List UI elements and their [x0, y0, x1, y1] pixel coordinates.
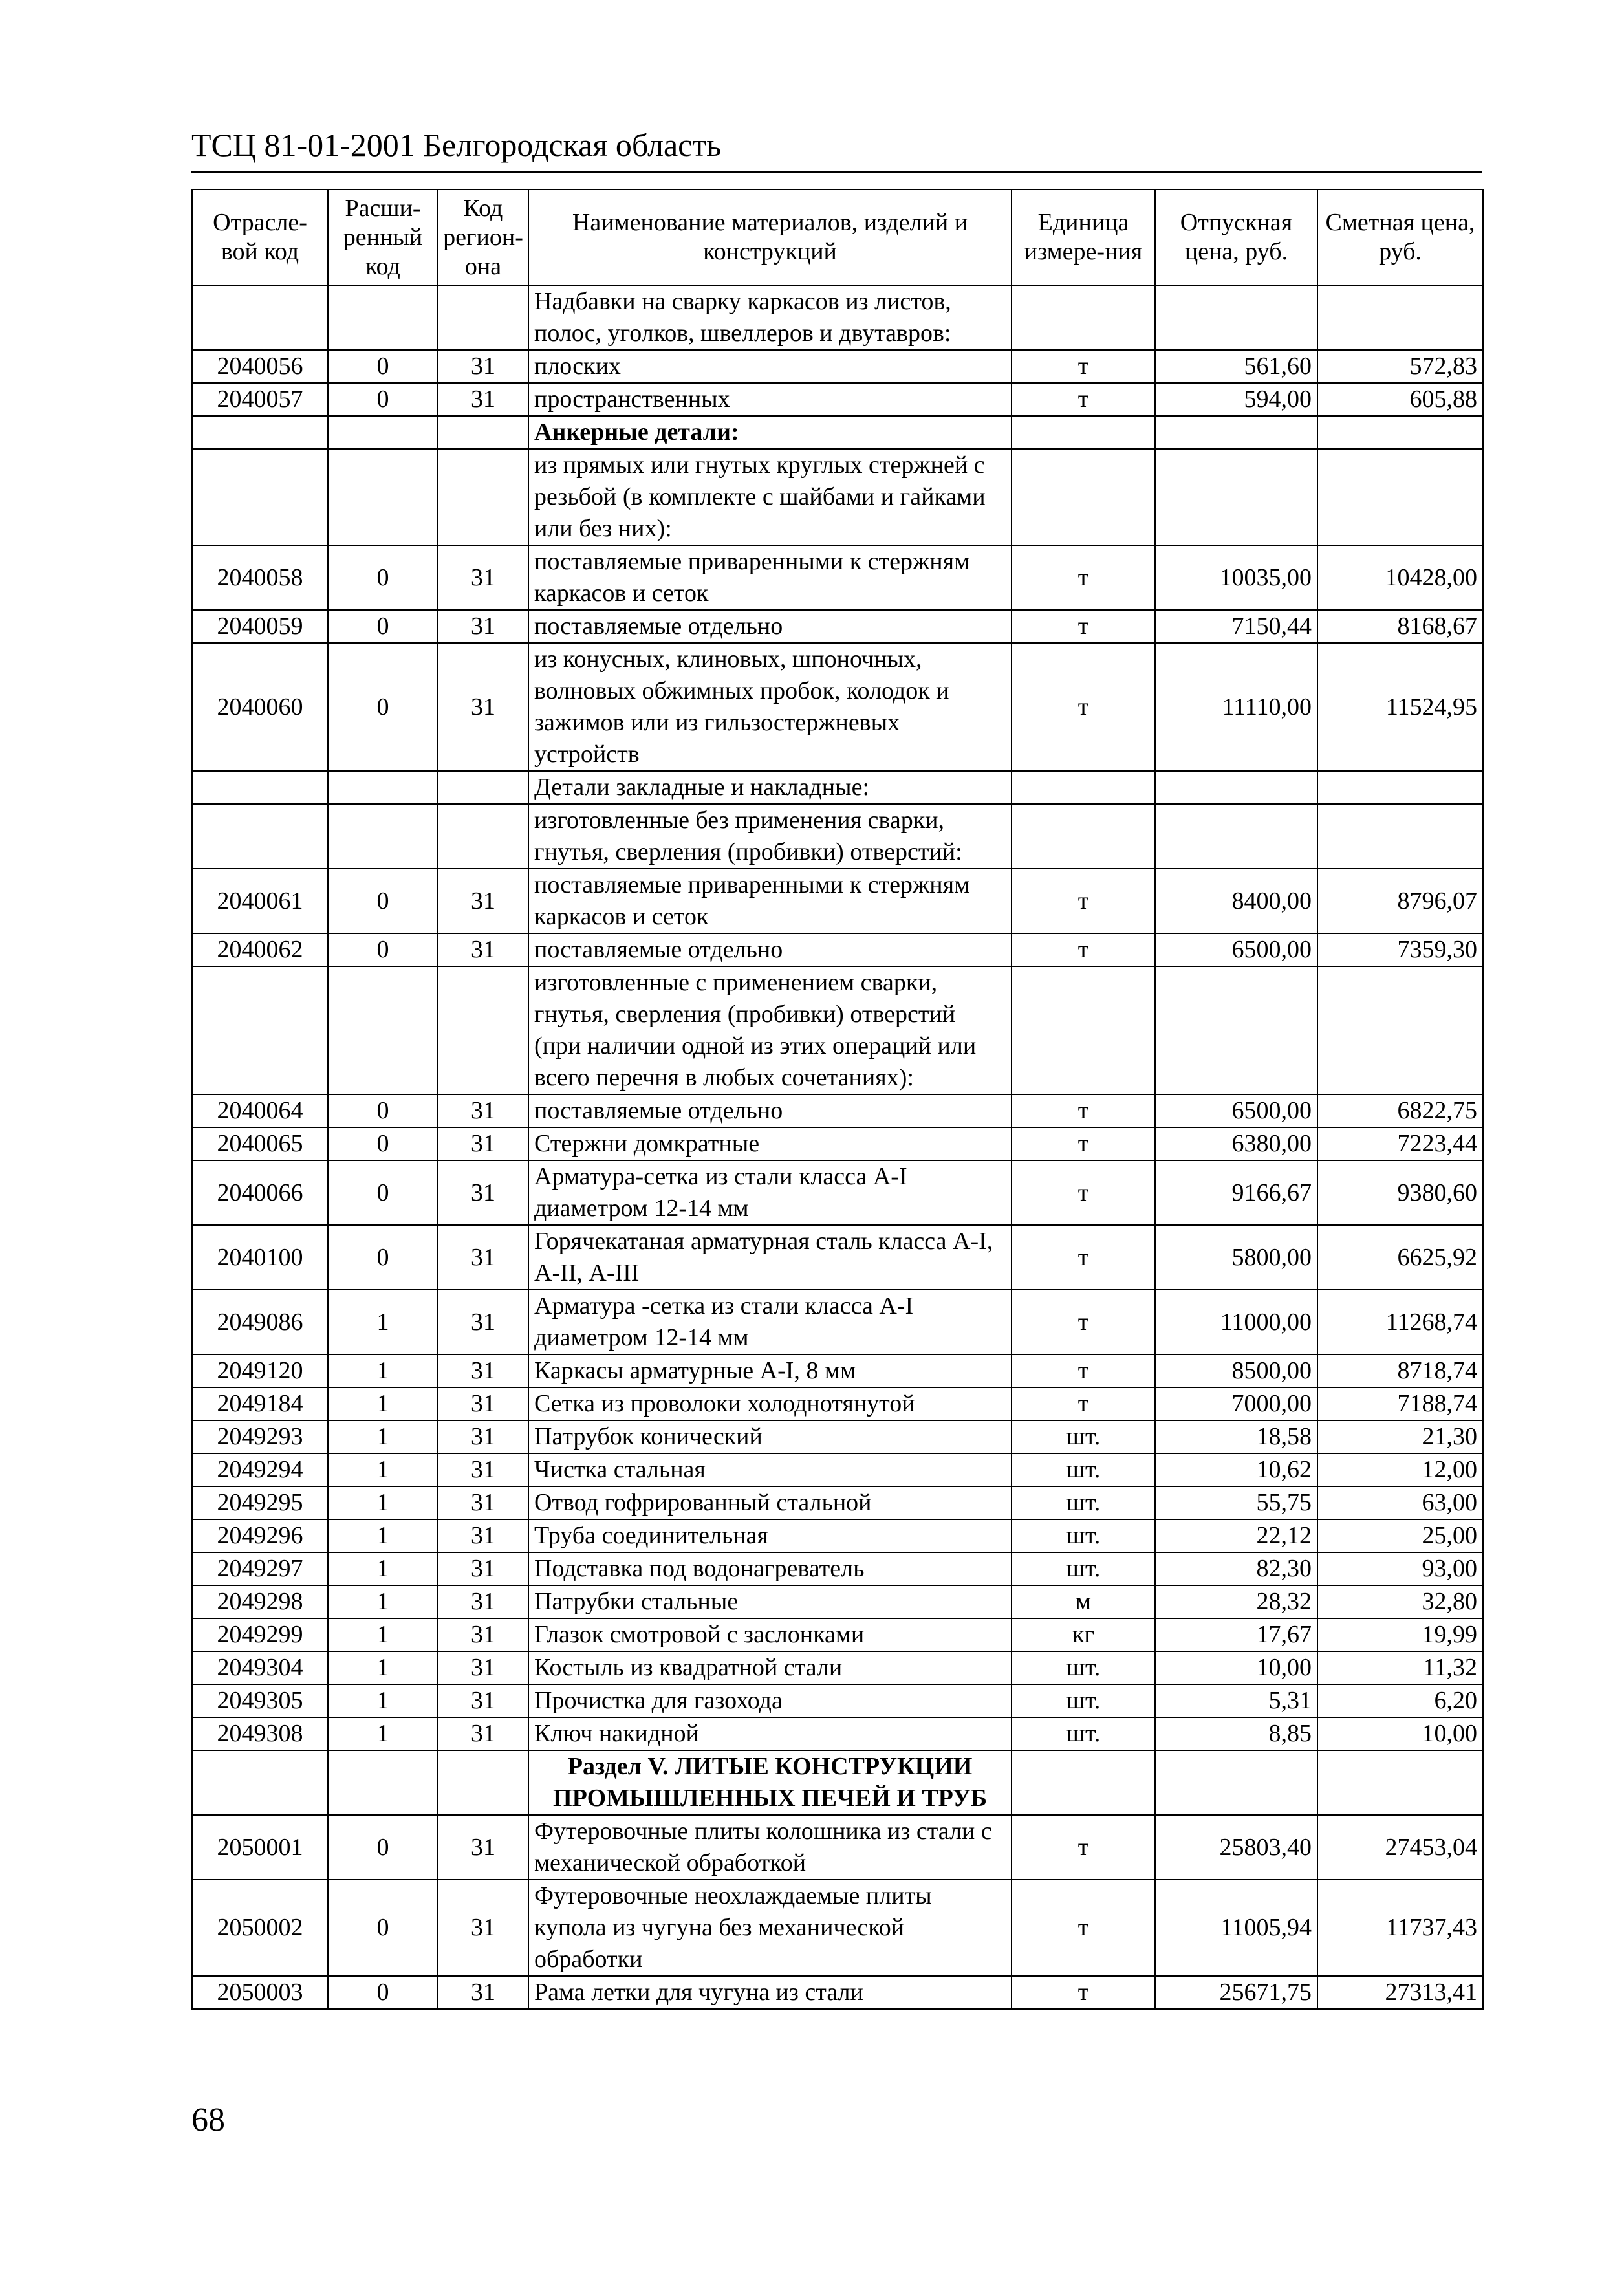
row-estimate-price: [1317, 449, 1483, 545]
table-row: [192, 1354, 1483, 1387]
row-ext: 1: [328, 1387, 438, 1420]
row-unit: т: [1012, 545, 1155, 610]
row-release-price: 10,62: [1155, 1453, 1317, 1486]
row-code: 2050003: [192, 1976, 328, 2009]
row-release-price: 594,00: [1155, 383, 1317, 416]
row-estimate-price: [1317, 804, 1483, 869]
row-release-price: 6500,00: [1155, 933, 1317, 966]
row-unit: т: [1012, 1290, 1155, 1354]
col-header-name: Наименование материалов, изделий и конструкций: [528, 190, 1012, 285]
row-estimate-price: 7223,44: [1317, 1127, 1483, 1160]
row-release-price: [1155, 804, 1317, 869]
row-estimate-price: [1317, 285, 1483, 350]
row-release-price: 8500,00: [1155, 1354, 1317, 1387]
row-release-price: 55,75: [1155, 1486, 1317, 1519]
row-release-price: [1155, 771, 1317, 804]
row-unit: т: [1012, 1160, 1155, 1225]
row-estimate-price: 27313,41: [1317, 1976, 1483, 2009]
row-ext: [328, 285, 438, 350]
table-row: [192, 1453, 1483, 1486]
row-code: 2049305: [192, 1684, 328, 1717]
table-row: [192, 966, 1483, 1094]
row-estimate-price: 10,00: [1317, 1717, 1483, 1750]
section-row: [192, 1750, 1483, 1815]
table-row: [192, 1684, 1483, 1717]
table-row: [192, 416, 1483, 449]
row-region: 31: [438, 1684, 528, 1717]
row-name: Подставка под водонагреватель: [528, 1552, 1012, 1585]
row-region: [438, 285, 528, 350]
table-row: [192, 449, 1483, 545]
table-row: [192, 350, 1483, 383]
row-name: Арматура -сетка из стали класса А-I диаметром 12-14 мм: [528, 1290, 1012, 1354]
row-code: 2040056: [192, 350, 328, 383]
row-code: [192, 804, 328, 869]
col-header-estimate-price: Сметная цена, руб.: [1317, 190, 1483, 285]
row-estimate-price: 32,80: [1317, 1585, 1483, 1618]
row-code: [192, 285, 328, 350]
row-region: 31: [438, 1618, 528, 1651]
row-unit: [1012, 771, 1155, 804]
row-unit: м: [1012, 1585, 1155, 1618]
row-name: поставляемые отдельно: [528, 1094, 1012, 1127]
row-ext: 1: [328, 1717, 438, 1750]
row-code: [192, 771, 328, 804]
row-region: 31: [438, 643, 528, 771]
row-estimate-price: 6,20: [1317, 1684, 1483, 1717]
row-code: 2049298: [192, 1585, 328, 1618]
row-estimate-price: 27453,04: [1317, 1815, 1483, 1880]
row-estimate-price: 11268,74: [1317, 1290, 1483, 1354]
table-row: [192, 1519, 1483, 1552]
row-region: 31: [438, 1290, 528, 1354]
row-release-price: 25671,75: [1155, 1976, 1317, 2009]
row-unit: [1012, 1750, 1155, 1815]
row-ext: 1: [328, 1585, 438, 1618]
row-name: Стержни домкратные: [528, 1127, 1012, 1160]
row-region: 31: [438, 1094, 528, 1127]
row-region: 31: [438, 1651, 528, 1684]
row-estimate-price: 6625,92: [1317, 1225, 1483, 1290]
row-ext: 0: [328, 383, 438, 416]
table-row: [192, 383, 1483, 416]
table-header-row: [192, 190, 1483, 285]
row-region: [438, 966, 528, 1094]
row-name: плоских: [528, 350, 1012, 383]
row-code: 2049086: [192, 1290, 328, 1354]
row-release-price: 28,32: [1155, 1585, 1317, 1618]
row-name: Детали закладные и накладные:: [528, 771, 1012, 804]
row-code: 2040059: [192, 610, 328, 643]
row-release-price: 11005,94: [1155, 1880, 1317, 1976]
row-code: 2040060: [192, 643, 328, 771]
table-row: [192, 610, 1483, 643]
row-code: 2049296: [192, 1519, 328, 1552]
row-unit: т: [1012, 1880, 1155, 1976]
row-release-price: 6380,00: [1155, 1127, 1317, 1160]
col-header-release-price: Отпускная цена, руб.: [1155, 190, 1317, 285]
row-ext: 0: [328, 1976, 438, 2009]
row-estimate-price: 19,99: [1317, 1618, 1483, 1651]
row-code: [192, 449, 328, 545]
row-region: 31: [438, 1486, 528, 1519]
row-code: 2040066: [192, 1160, 328, 1225]
row-estimate-price: [1317, 966, 1483, 1094]
table-row: [192, 1585, 1483, 1618]
row-name: Сетка из проволоки холоднотянутой: [528, 1387, 1012, 1420]
row-name: Патрубок конический: [528, 1420, 1012, 1453]
table-row: [192, 1387, 1483, 1420]
row-code: 2040065: [192, 1127, 328, 1160]
table-row: [192, 1618, 1483, 1651]
row-release-price: 17,67: [1155, 1618, 1317, 1651]
row-code: 2049299: [192, 1618, 328, 1651]
row-ext: 0: [328, 1127, 438, 1160]
row-release-price: 22,12: [1155, 1519, 1317, 1552]
row-release-price: 7150,44: [1155, 610, 1317, 643]
row-region: 31: [438, 1717, 528, 1750]
row-ext: 0: [328, 933, 438, 966]
row-release-price: 7000,00: [1155, 1387, 1317, 1420]
row-code: 2049120: [192, 1354, 328, 1387]
row-code: 2049293: [192, 1420, 328, 1453]
row-ext: 0: [328, 1815, 438, 1880]
row-release-price: 82,30: [1155, 1552, 1317, 1585]
row-unit: т: [1012, 643, 1155, 771]
row-name: изготовленные с применением сварки, гнутья, сверления (пробивки) отверстий (при наличии одной из этих операций или всего перечня в любых сочетаниях):: [528, 966, 1012, 1094]
row-estimate-price: 93,00: [1317, 1552, 1483, 1585]
row-unit: т: [1012, 1976, 1155, 2009]
row-name: поставляемые приваренными к стержням каркасов и сеток: [528, 869, 1012, 933]
table-row: [192, 1420, 1483, 1453]
row-unit: т: [1012, 610, 1155, 643]
row-name: Труба соединительная: [528, 1519, 1012, 1552]
row-release-price: [1155, 1750, 1317, 1815]
row-estimate-price: 25,00: [1317, 1519, 1483, 1552]
table-row: [192, 1160, 1483, 1225]
row-ext: 1: [328, 1354, 438, 1387]
row-estimate-price: 11524,95: [1317, 643, 1483, 771]
row-release-price: 561,60: [1155, 350, 1317, 383]
row-unit: т: [1012, 1387, 1155, 1420]
row-name: Раздел V. ЛИТЫЕ КОНСТРУКЦИИ ПРОМЫШЛЕННЫХ ПЕЧЕЙ И ТРУБ: [528, 1750, 1012, 1815]
row-region: [438, 771, 528, 804]
table-row: [192, 869, 1483, 933]
row-name: Каркасы арматурные А-I, 8 мм: [528, 1354, 1012, 1387]
row-unit: кг: [1012, 1618, 1155, 1651]
row-code: 2040057: [192, 383, 328, 416]
row-region: 31: [438, 1225, 528, 1290]
row-region: 31: [438, 1815, 528, 1880]
row-ext: 0: [328, 350, 438, 383]
row-unit: т: [1012, 383, 1155, 416]
row-name: из конусных, клиновых, шпоночных, волновых обжимных пробок, колодок и зажимов или из гильзостержневых устройств: [528, 643, 1012, 771]
row-estimate-price: 8796,07: [1317, 869, 1483, 933]
table-row: [192, 1976, 1483, 2009]
row-estimate-price: 7359,30: [1317, 933, 1483, 966]
row-name: Надбавки на сварку каркасов из листов, полос, уголков, швеллеров и двутавров:: [528, 285, 1012, 350]
row-release-price: 10035,00: [1155, 545, 1317, 610]
col-header-code: Отрасле-вой код: [192, 190, 328, 285]
row-unit: шт.: [1012, 1684, 1155, 1717]
row-estimate-price: [1317, 1750, 1483, 1815]
row-ext: 0: [328, 869, 438, 933]
row-ext: 0: [328, 1225, 438, 1290]
row-release-price: 25803,40: [1155, 1815, 1317, 1880]
row-release-price: 8400,00: [1155, 869, 1317, 933]
row-name: Глазок смотровой с заслонками: [528, 1618, 1012, 1651]
table-row: [192, 1290, 1483, 1354]
row-code: 2049297: [192, 1552, 328, 1585]
row-name: Патрубки стальные: [528, 1585, 1012, 1618]
row-region: 31: [438, 350, 528, 383]
row-unit: [1012, 449, 1155, 545]
row-region: 31: [438, 869, 528, 933]
row-region: 31: [438, 1519, 528, 1552]
row-name: Ключ накидной: [528, 1717, 1012, 1750]
row-name: из прямых или гнутых круглых стержней с резьбой (в комплекте с шайбами и гайками или без них):: [528, 449, 1012, 545]
row-region: 31: [438, 1880, 528, 1976]
row-release-price: [1155, 966, 1317, 1094]
row-region: 31: [438, 383, 528, 416]
row-region: 31: [438, 1160, 528, 1225]
row-estimate-price: 572,83: [1317, 350, 1483, 383]
row-code: 2040100: [192, 1225, 328, 1290]
row-region: 31: [438, 610, 528, 643]
row-unit: т: [1012, 933, 1155, 966]
row-ext: [328, 1750, 438, 1815]
row-ext: 0: [328, 1094, 438, 1127]
row-ext: 1: [328, 1684, 438, 1717]
row-name: поставляемые приваренными к стержням каркасов и сеток: [528, 545, 1012, 610]
row-estimate-price: 63,00: [1317, 1486, 1483, 1519]
row-name: изготовленные без применения сварки, гнутья, сверления (пробивки) отверстий:: [528, 804, 1012, 869]
row-ext: 1: [328, 1618, 438, 1651]
price-table: [191, 189, 1484, 2010]
row-release-price: 5,31: [1155, 1684, 1317, 1717]
row-unit: [1012, 966, 1155, 1094]
row-name: поставляемые отдельно: [528, 610, 1012, 643]
row-release-price: 8,85: [1155, 1717, 1317, 1750]
row-code: 2049295: [192, 1486, 328, 1519]
table-row: [192, 1225, 1483, 1290]
table-row: [192, 545, 1483, 610]
row-ext: [328, 804, 438, 869]
row-unit: шт.: [1012, 1717, 1155, 1750]
table-row: [192, 285, 1483, 350]
table-row: [192, 1094, 1483, 1127]
row-release-price: 5800,00: [1155, 1225, 1317, 1290]
row-unit: [1012, 804, 1155, 869]
row-code: 2049184: [192, 1387, 328, 1420]
row-unit: шт.: [1012, 1486, 1155, 1519]
row-ext: 0: [328, 610, 438, 643]
row-ext: 1: [328, 1453, 438, 1486]
table-row: [192, 1880, 1483, 1976]
row-name: Рама летки для чугуна из стали: [528, 1976, 1012, 2009]
row-ext: 1: [328, 1420, 438, 1453]
row-region: 31: [438, 1585, 528, 1618]
row-ext: 0: [328, 545, 438, 610]
row-name: Футеровочные плиты колошника из стали с механической обработкой: [528, 1815, 1012, 1880]
row-ext: 1: [328, 1486, 438, 1519]
row-code: 2050001: [192, 1815, 328, 1880]
row-estimate-price: 21,30: [1317, 1420, 1483, 1453]
row-unit: [1012, 285, 1155, 350]
row-ext: 1: [328, 1651, 438, 1684]
row-region: [438, 804, 528, 869]
row-release-price: [1155, 416, 1317, 449]
row-estimate-price: 6822,75: [1317, 1094, 1483, 1127]
row-code: [192, 416, 328, 449]
row-estimate-price: 12,00: [1317, 1453, 1483, 1486]
row-region: 31: [438, 1552, 528, 1585]
row-code: 2049294: [192, 1453, 328, 1486]
table-row: [192, 1127, 1483, 1160]
row-ext: 0: [328, 1160, 438, 1225]
table-row: [192, 771, 1483, 804]
row-estimate-price: 8168,67: [1317, 610, 1483, 643]
row-name: Чистка стальная: [528, 1453, 1012, 1486]
row-release-price: 11000,00: [1155, 1290, 1317, 1354]
row-release-price: 18,58: [1155, 1420, 1317, 1453]
page-number: 68: [191, 2102, 225, 2138]
row-unit: шт.: [1012, 1552, 1155, 1585]
row-code: 2040058: [192, 545, 328, 610]
row-estimate-price: [1317, 771, 1483, 804]
row-region: 31: [438, 1387, 528, 1420]
row-estimate-price: 11,32: [1317, 1651, 1483, 1684]
row-estimate-price: 10428,00: [1317, 545, 1483, 610]
row-name: поставляемые отдельно: [528, 933, 1012, 966]
row-release-price: [1155, 449, 1317, 545]
row-code: 2040062: [192, 933, 328, 966]
table-row: [192, 1486, 1483, 1519]
row-release-price: [1155, 285, 1317, 350]
row-code: 2040061: [192, 869, 328, 933]
row-unit: т: [1012, 1094, 1155, 1127]
row-release-price: 6500,00: [1155, 1094, 1317, 1127]
row-ext: 1: [328, 1552, 438, 1585]
row-ext: 1: [328, 1290, 438, 1354]
row-estimate-price: 7188,74: [1317, 1387, 1483, 1420]
table-row: [192, 643, 1483, 771]
row-estimate-price: 605,88: [1317, 383, 1483, 416]
row-name: Костыль из квадратной стали: [528, 1651, 1012, 1684]
row-ext: 0: [328, 1880, 438, 1976]
table-row: [192, 804, 1483, 869]
row-estimate-price: 11737,43: [1317, 1880, 1483, 1976]
row-estimate-price: 8718,74: [1317, 1354, 1483, 1387]
row-release-price: 11110,00: [1155, 643, 1317, 771]
row-ext: [328, 771, 438, 804]
row-ext: [328, 416, 438, 449]
row-region: [438, 1750, 528, 1815]
table-body: [192, 285, 1483, 2009]
row-name: пространственных: [528, 383, 1012, 416]
col-header-ext: Расши-ренный код: [328, 190, 438, 285]
row-code: 2040064: [192, 1094, 328, 1127]
row-code: [192, 1750, 328, 1815]
row-unit: шт.: [1012, 1651, 1155, 1684]
row-ext: 0: [328, 643, 438, 771]
row-region: 31: [438, 1354, 528, 1387]
row-code: 2049304: [192, 1651, 328, 1684]
table-row: [192, 1552, 1483, 1585]
col-header-unit: Единица измере-ния: [1012, 190, 1155, 285]
row-region: 31: [438, 1420, 528, 1453]
row-unit: т: [1012, 1127, 1155, 1160]
col-header-region: Код регион-она: [438, 190, 528, 285]
row-region: 31: [438, 1453, 528, 1486]
row-unit: шт.: [1012, 1519, 1155, 1552]
row-release-price: 9166,67: [1155, 1160, 1317, 1225]
row-unit: т: [1012, 869, 1155, 933]
row-ext: [328, 449, 438, 545]
row-unit: шт.: [1012, 1453, 1155, 1486]
row-unit: [1012, 416, 1155, 449]
row-unit: шт.: [1012, 1420, 1155, 1453]
row-name: Прочистка для газохода: [528, 1684, 1012, 1717]
row-region: 31: [438, 1976, 528, 2009]
row-code: [192, 966, 328, 1094]
row-unit: т: [1012, 1225, 1155, 1290]
row-name: Отвод гофрированный стальной: [528, 1486, 1012, 1519]
row-name: Горячекатаная арматурная сталь класса А-I, А-II, А-III: [528, 1225, 1012, 1290]
row-unit: т: [1012, 350, 1155, 383]
header-rule: [191, 171, 1482, 173]
row-region: 31: [438, 545, 528, 610]
row-ext: 1: [328, 1519, 438, 1552]
row-estimate-price: [1317, 416, 1483, 449]
row-name: Анкерные детали:: [528, 416, 1012, 449]
row-ext: [328, 966, 438, 1094]
table-row: [192, 1815, 1483, 1880]
row-unit: т: [1012, 1354, 1155, 1387]
row-code: 2049308: [192, 1717, 328, 1750]
row-estimate-price: 9380,60: [1317, 1160, 1483, 1225]
row-region: 31: [438, 933, 528, 966]
row-release-price: 10,00: [1155, 1651, 1317, 1684]
row-region: [438, 416, 528, 449]
row-unit: т: [1012, 1815, 1155, 1880]
document-header: ТСЦ 81-01-2001 Белгородская область: [191, 127, 722, 163]
row-name: Футеровочные неохлаждаемые плиты купола из чугуна без механической обработки: [528, 1880, 1012, 1976]
row-region: 31: [438, 1127, 528, 1160]
table-row: [192, 1717, 1483, 1750]
row-code: 2050002: [192, 1880, 328, 1976]
table-row: [192, 1651, 1483, 1684]
row-name: Арматура-сетка из стали класса А-I диаметром 12-14 мм: [528, 1160, 1012, 1225]
table-row: [192, 933, 1483, 966]
row-region: [438, 449, 528, 545]
